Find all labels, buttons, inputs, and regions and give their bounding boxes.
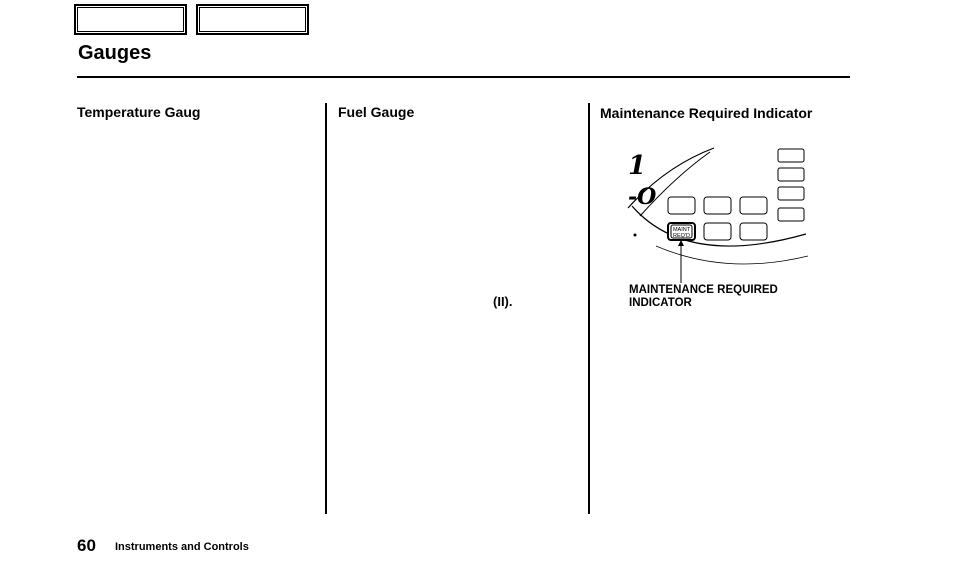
column-divider-left xyxy=(325,103,327,514)
svg-text:-O: -O xyxy=(628,184,657,210)
svg-text:1: 1 xyxy=(628,151,647,181)
page-number: 60 xyxy=(77,536,96,555)
temperature-gauge-heading: Temperature Gaug xyxy=(77,104,201,120)
next-page-button[interactable] xyxy=(196,4,309,35)
fuel-gauge-note: (II). xyxy=(493,294,513,309)
page-title: Gauges xyxy=(78,42,152,64)
title-divider xyxy=(77,76,850,78)
instrument-panel-diagram xyxy=(626,146,810,284)
fuel-gauge-heading: Fuel Gauge xyxy=(338,104,415,120)
previous-page-button[interactable] xyxy=(74,4,187,35)
svg-text:REQ'D: REQ'D xyxy=(673,233,690,239)
column-divider-right xyxy=(588,103,590,514)
svg-text:MAINT: MAINT xyxy=(672,227,691,233)
maintenance-indicator-heading: Maintenance Required Indicator xyxy=(600,105,813,121)
section-name: Instruments and Controls xyxy=(115,541,249,553)
maintenance-indicator-callout: MAINTENANCE REQUIRED INDICATOR xyxy=(629,284,778,309)
